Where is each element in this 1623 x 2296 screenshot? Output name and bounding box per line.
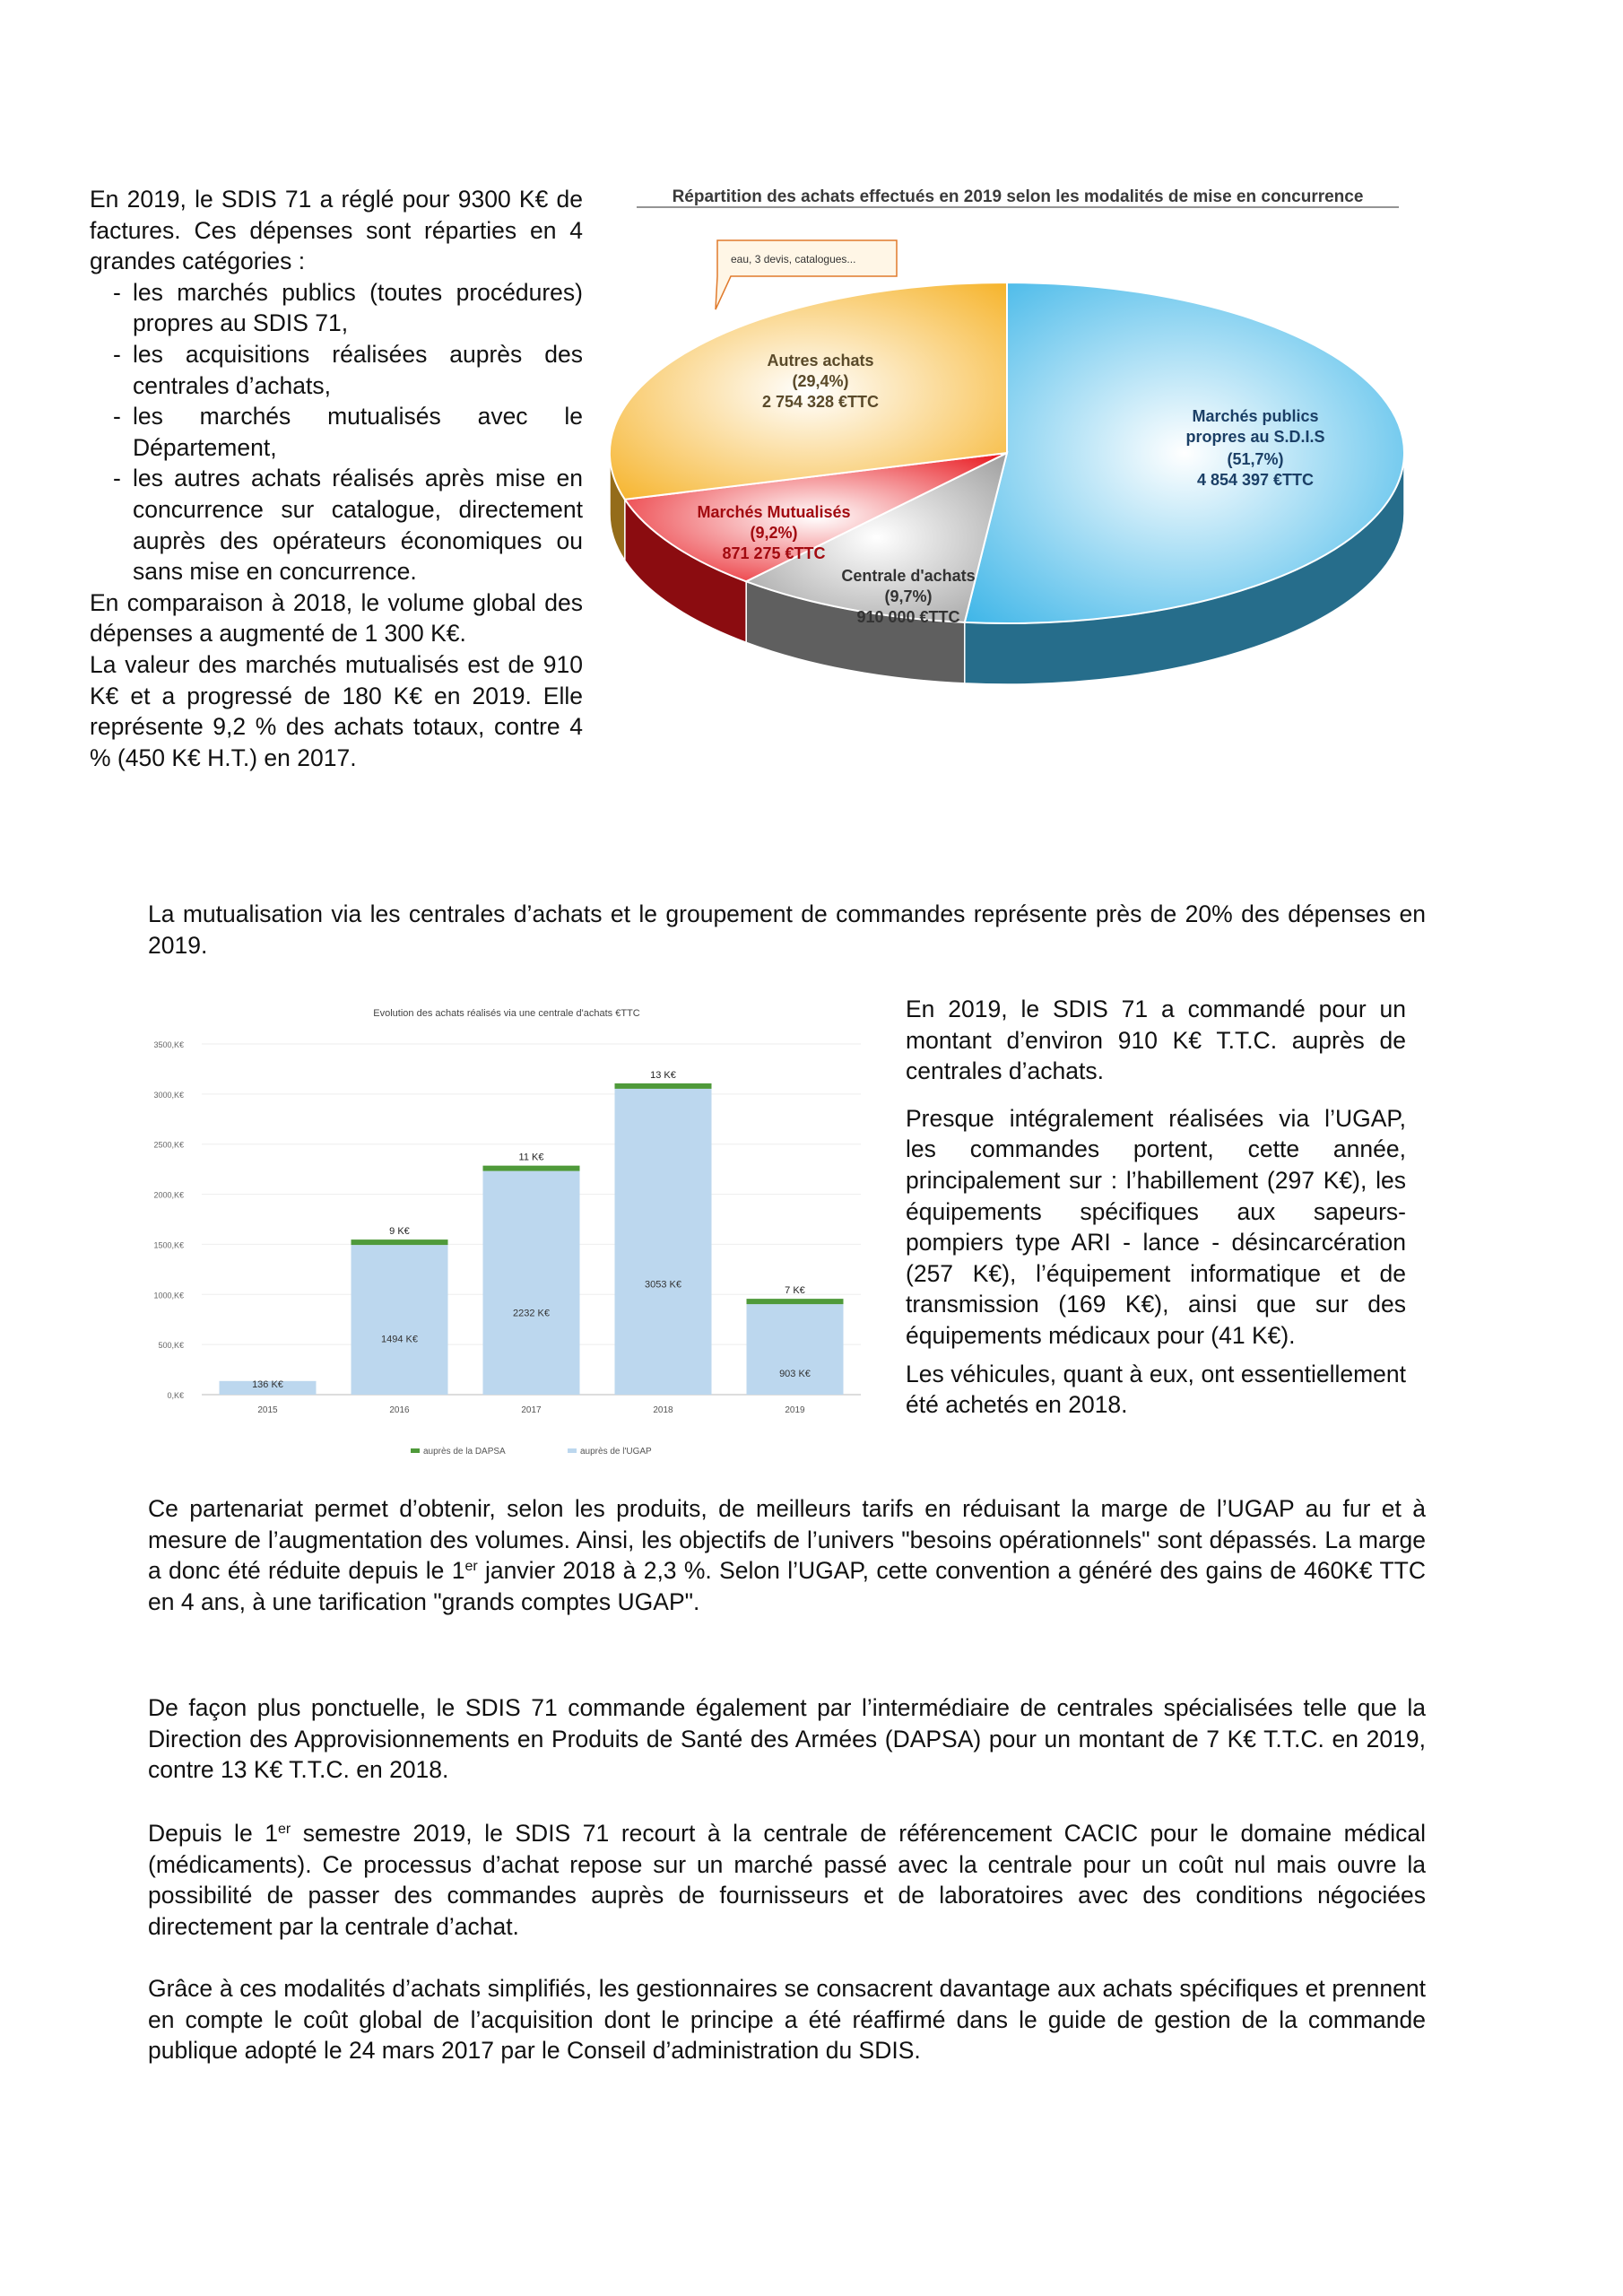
pie-chart [610, 179, 1426, 744]
centrales-paragraph-1: En 2019, le SDIS 71 a commandé pour un montant d’environ 910 K€ T.T.C. auprès de centrales d’achats. [906, 996, 1406, 1085]
mutualisation-note: La mutualisation via les centrales d’achats et le groupement de commandes représente près de 20% des dépenses en 2019. [148, 900, 1426, 959]
category-item: - les autres achats réalisés après mise en concurrence sur catalogue, directement auprès des opérateurs économiques ou sans mise en concurrence. [113, 463, 583, 587]
category-list [90, 277, 583, 587]
pie-label-mutualises-pct: (9,2%) [750, 524, 798, 542]
bar-dapsa-2018 [615, 1083, 712, 1089]
legend-swatch-dapsa [411, 1448, 420, 1453]
bar-y-tick: 3000,K€ [153, 1090, 184, 1100]
intro-paragraph-3: La valeur des marchés mutualisés est de 910 K€ et a progressé de 180 K€ en 2019. Elle représente 9,2 % des achats totaux, contre 4 % (450 K€ H.T.) en 2017. [90, 650, 583, 771]
legend-label-dapsa: auprès de la DAPSA [423, 1447, 506, 1457]
pie-chart-figure [610, 179, 1426, 744]
legend-label-ugap: auprès de l'UGAP [580, 1447, 652, 1457]
category-item: - les marchés publics (toutes procédures) propres au SDIS 71, [113, 277, 583, 339]
bar-label-ugap-2018: 3053 K€ [645, 1279, 681, 1291]
bar-series [220, 1070, 844, 1415]
bar-ugap-2018 [615, 1089, 712, 1395]
centrales-paragraph-3: Les véhicules, quant à eux, ont essentiellement été achetés en 2018. [906, 1360, 1406, 1419]
bar-ugap-2017 [483, 1171, 580, 1395]
category-item: - les marchés mutualisés avec le Département, [113, 401, 583, 463]
intro-paragraph-2: En comparaison à 2018, le volume global des dépenses a augmenté de 1 300 K€. [90, 588, 583, 648]
pie-label-mutualises-amount: 871 275 €TTC [722, 544, 826, 562]
bar-chart-title: Evolution des achats réalisés via une centrale d'achats €TTC [373, 1008, 640, 1019]
bar-label-dapsa-2019: 7 K€ [785, 1285, 805, 1297]
partenariat-superscript: er [464, 1559, 478, 1575]
pie-label-centrale-pct: (9,7%) [884, 587, 933, 605]
cacic-text-b: semestre 2019, le SDIS 71 recourt à la centrale de référencement CACIC pour le domaine médical (médicaments). Ce processus d’achat repose sur un marché passé avec la centrale pour un coût nul mais ouvre la possibilité de passer des commandes auprès de fournisseurs et de laboratoires avec des conditions négociées directement par la centrale d’achat. [148, 1820, 1426, 1940]
partenariat-text-a: Ce partenariat permet d’obtenir, selon les produits, de meilleurs tarifs en réduisant la marge de l’UGAP au fur et à mesure de l’augmentation des volumes. Ainsi, les objectifs de l’univers "besoins opérationnels" sont dépassés. La marge a donc été réduite depuis le 1 [148, 1495, 1426, 1585]
bar-y-tick: 0,K€ [167, 1391, 184, 1400]
pie-label-centrale-amount: 910 000 €TTC [856, 608, 960, 626]
centrales-column [906, 994, 1406, 1421]
bar-label-dapsa-2018: 13 K€ [650, 1069, 676, 1081]
bar-label-ugap-2019: 903 K€ [779, 1369, 811, 1379]
grace-paragraph: Grâce à ces modalités d’achats simplifiés, les gestionnaires se consacrent davantage aux achats spécifiques et prennent en compte le coût global de l’acquisition dont le principe a été réaffirmé dans le guide de gestion de la commande publique adopté le 24 mars 2017 par le Conseil d’administration du SDIS. [148, 1975, 1426, 2065]
bar-x-tick-2018: 2018 [653, 1405, 673, 1415]
pie-chart-title: Répartition des achats effectués en 2019 selon les modalités de mise en concurrence [672, 187, 1364, 206]
bar-label-ugap-2015: 136 K€ [252, 1379, 283, 1390]
cacic-text-a: Depuis le 1 [148, 1820, 278, 1847]
pie-callout-text: eau, 3 devis, catalogues... [731, 253, 856, 265]
bar-ugap-2016 [352, 1245, 448, 1395]
legend-swatch-ugap [568, 1448, 577, 1453]
centrales-paragraph-2: Presque intégralement réalisées via l’UGAP, les commandes portent, cette année, principalement sur : l’habillement (297 K€), les équipements spécifiques aux sapeurs-pompiers type ARI - lance - désincarcération (257 K€), l’équipement informatique et de transmission (169 K€), ainsi que sur des équipements médicaux pour (41 K€). [906, 1104, 1406, 1349]
intro-column [90, 184, 583, 773]
pie-label-marches-publics-pct: (51,7%) [1227, 450, 1284, 468]
bar-x-tick-2016: 2016 [389, 1405, 410, 1415]
pie-slices [610, 283, 1404, 623]
bar-x-tick-2019: 2019 [785, 1405, 805, 1415]
bar-label-dapsa-2016: 9 K€ [389, 1226, 410, 1238]
pie-label-centrale: Centrale d'achats [841, 567, 976, 585]
bar-y-tick: 2000,K€ [153, 1190, 184, 1200]
bar-label-ugap-2017: 2232 K€ [513, 1308, 550, 1319]
bar-label-dapsa-2017: 11 K€ [518, 1152, 544, 1163]
cacic-paragraph [148, 1818, 1426, 1942]
pie-label-marches-publics-2: propres au S.D.I.S [1185, 428, 1325, 446]
partenariat-text-b: janvier 2018 à 2,3 %. Selon l’UGAP, cette convention a généré des gains de 460K€ TTC en 4 ans, à une tarification "grands comptes UGAP". [148, 1557, 1426, 1615]
cacic-superscript: er [277, 1822, 291, 1837]
pie-label-autres-achats: Autres achats [767, 352, 874, 370]
bar-dapsa-2017 [483, 1166, 580, 1171]
bar-x-tick-2017: 2017 [521, 1405, 542, 1415]
bar-chart [135, 987, 879, 1471]
pie-label-mutualises: Marchés Mutualisés [697, 503, 851, 521]
bar-y-tick: 500,K€ [158, 1341, 184, 1351]
pie-label-marches-publics-1: Marchés publics [1192, 407, 1319, 425]
pie-label-marches-publics-amount: 4 854 397 €TTC [1196, 471, 1315, 489]
bar-y-tick: 2500,K€ [153, 1140, 184, 1150]
bar-label-ugap-2016: 1494 K€ [381, 1334, 418, 1345]
bar-y-tick: 1500,K€ [153, 1240, 184, 1250]
bar-y-tick: 3500,K€ [153, 1040, 184, 1049]
bar-legend [411, 1447, 652, 1457]
partenariat-paragraph [148, 1493, 1426, 1617]
bar-dapsa-2016 [352, 1239, 448, 1245]
bar-ugap-2019 [747, 1304, 844, 1395]
bar-x-tick-2015: 2015 [257, 1405, 278, 1415]
category-item: - les acquisitions réalisées auprès des centrales d’achats, [113, 339, 583, 401]
bar-chart-figure [135, 987, 879, 1471]
pie-label-autres-achats-amount: 2 754 328 €TTC [761, 393, 880, 411]
bar-y-tick: 1000,K€ [153, 1291, 184, 1300]
pie-label-autres-achats-pct: (29,4%) [792, 372, 849, 390]
ponctuelle-paragraph: De façon plus ponctuelle, le SDIS 71 commande également par l’intermédiaire de centrales spécialisées telle que la Direction des Approvisionnements en Produits de Santé des Armées (DAPSA) pour un montant de 7 K€ T.T.C. en 2019, contre 13 K€ T.T.C. en 2018. [148, 1694, 1426, 1784]
bar-dapsa-2019 [747, 1299, 844, 1304]
intro-paragraph-1: En 2019, le SDIS 71 a réglé pour 9300 K€ de factures. Ces dépenses sont réparties en 4 grandes catégories : [90, 186, 583, 275]
